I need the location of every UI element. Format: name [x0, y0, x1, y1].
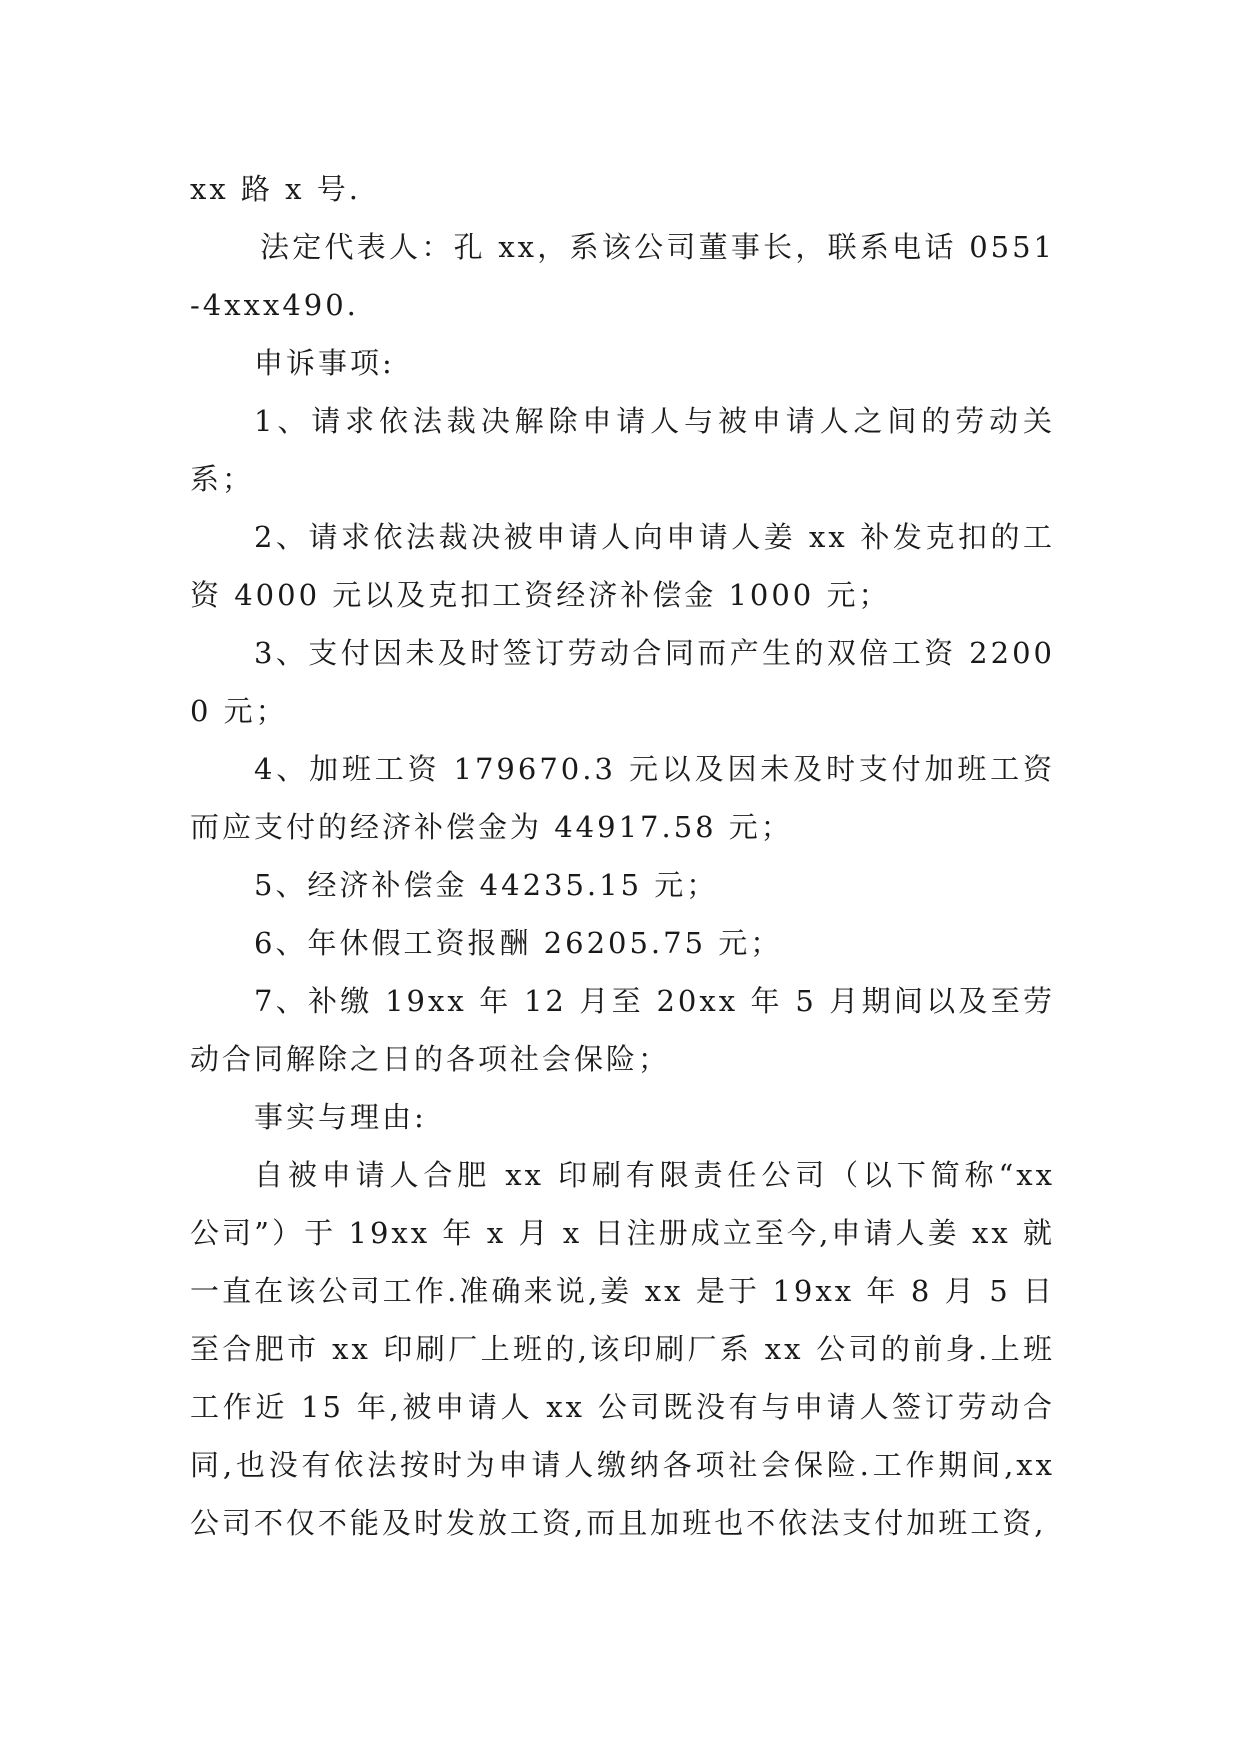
claim-item-2: 2、请求依法裁决被申请人向申请人姜 xx 补发克扣的工资 4000 元以及克扣工资经济补偿金 1000 元； [190, 520, 1055, 612]
paragraph-legal-representative: 法定代表人：孔 xx，系该公司董事长，联系电话 0551-4xxx490. [190, 230, 1055, 322]
claim-item-6: 6、年休假工资报酬 26205.75 元； [254, 926, 783, 960]
claim-item-1: 1、请求依法裁决解除申请人与被申请人之间的劳动关系； [190, 404, 1055, 496]
claim-item-5: 5、经济补偿金 44235.15 元； [254, 868, 719, 902]
claim-item-7: 7、补缴 19xx 年 12 月至 20xx 年 5 月期间以及至劳动合同解除之日的各项社会保险； [190, 984, 1055, 1076]
claim-item-3: 3、支付因未及时签订劳动合同而产生的双倍工资 22000 元； [190, 636, 1055, 728]
facts-body-paragraph: 自被申请人合肥 xx 印刷有限责任公司（以下简称“xx 公司”）于 19xx 年 x 月 x 日注册成立至今,申请人姜 xx 就一直在该公司工作.准确来说,姜 xx 是于 19xx 年 8 月 5 日至合肥市 xx 印刷厂上班的,该印刷厂系 xx 公司的前身.上班工作近 15 年,被申请人 xx 公司既没有与申请人签订劳动合同,也没有依法按时为申请人缴纳各项社会保险.工作期间,xx 公司不仅不能及时发放工资,而且加班也不依法支付加班工资, [190, 1158, 1055, 1540]
claim-item-4: 4、加班工资 179670.3 元以及因未及时支付加班工资而应支付的经济补偿金为 44917.58 元； [190, 752, 1055, 844]
facts-heading: 事实与理由: [254, 1100, 427, 1134]
claims-heading: 申诉事项: [254, 346, 395, 380]
paragraph-address-tail: xx 路 x 号. [190, 172, 361, 206]
document-body [190, 160, 1055, 1552]
